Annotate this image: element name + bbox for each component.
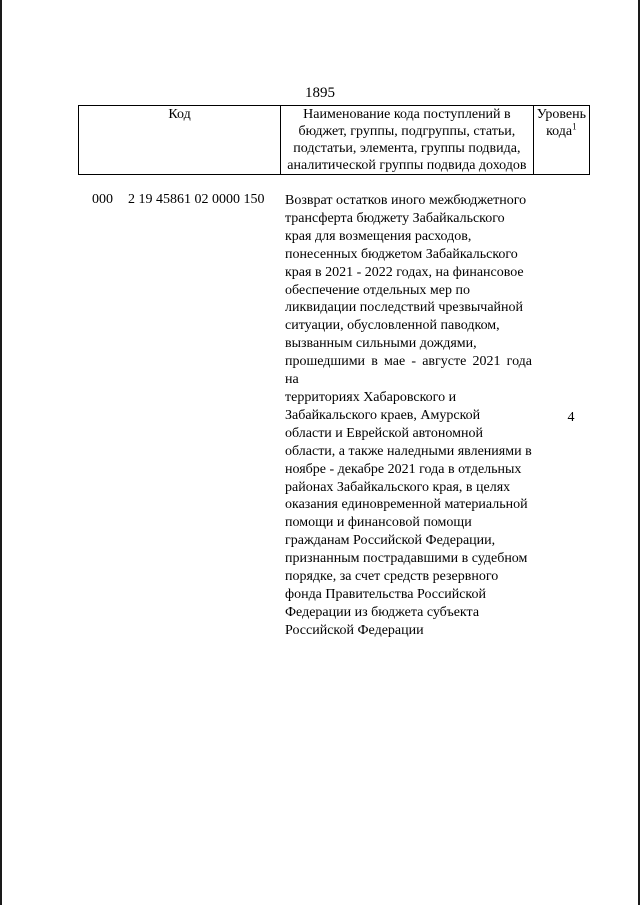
- header-name-cell: [281, 106, 534, 175]
- page-number: 1895: [305, 85, 335, 101]
- row-budget-code: 2 19 45861 02 0000 150: [128, 192, 265, 207]
- table-header: [78, 105, 590, 175]
- row-description: Возврат остатков иного межбюджетного трансферта бюджету Забайкальского края для возмещения расходов, понесенных бюджетом Забайкальского края в 2021 - 2022 годах, на финансовое обеспечение отдельных мер по ликвидации последствий чрезвычайной ситуации, обусловленной паводком, вызванным сильными дождями, прошедшими в мае - августе 2021 года на территориях Хабаровского и Забайкальского краев, Амурской области и Еврейской автономной области, а также наледными явлениями в ноябре - декабре 2021 года в отдельных районах Забайкальского края, в целях оказания единовременной материальной помощи и финансовой помощи гражданам Российской Федерации, признанным пострадавшими в судебном порядке, за счет средств резервного фонда Правительства Российской Федерации из бюджета субъекта Российской Федерации: [285, 193, 532, 638]
- row-level: 4: [567, 410, 575, 425]
- header-level-footnote: 1: [572, 121, 577, 132]
- header-code-label: Код: [168, 107, 191, 122]
- header-row: [79, 106, 590, 175]
- header-level-label: Уровень кода: [536, 107, 586, 139]
- row-admin-code: 000: [92, 192, 113, 207]
- scan-edge-left: [0, 0, 2, 905]
- header-level-cell: [533, 106, 589, 175]
- header-code-cell: [79, 106, 281, 175]
- header-name-label: Наименование кода поступлений в бюджет, группы, подгруппы, статьи, подстатьи, элемента, группы подвида, аналитической группы подвида доходов: [287, 107, 527, 173]
